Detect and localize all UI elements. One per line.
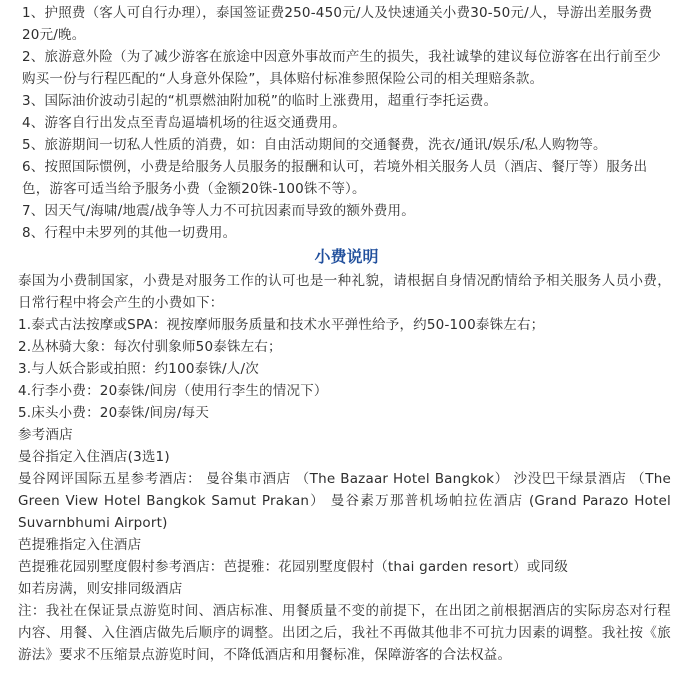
tip-item-2: 2.丛林骑大象：每次付驯象师50泰铢左右； [18,339,282,355]
exclusion-item-5: 5、旅游期间一切私人性质的消费，如：自由活动期间的交通餐费，洗衣/通讯/娱乐/私人购物等。 [22,137,607,153]
bangkok-hotel-heading: 曼谷指定入住酒店(3选1) [18,449,170,465]
bangkok-hotels: 曼谷网评国际五星参考酒店： 曼谷集市酒店 （The Bazaar Hotel Bangkok） 沙没巴干绿景酒店 （The Green View Hotel Bangkok Samut Prakan） 曼谷素万那普机场帕拉佐酒店 (Grand Parazo Hotel Suvarnbhumi Airport) [18,471,671,531]
tip-intro: 泰国为小费制国家，小费是对服务工作的认可也是一种礼貌，请根据自身情况酌情给予相关服务人员小费，日常行程中将会产生的小费如下： [18,273,671,311]
exclusion-item-3: 3、国际油价波动引起的“机票燃油附加税”的临时上涨费用，超重行李托运费。 [22,93,498,109]
tip-item-4: 4.行李小费：20泰铢/间房（使用行李生的情况下） [18,383,328,399]
pattaya-hotel-heading: 芭提雅指定入住酒店 [18,537,142,553]
fee-exclusions-list [22,2,671,244]
tip-item-3: 3.与人妖合影或拍照：约100泰铢/人/次 [18,361,259,377]
exclusion-item-7: 7、因天气/海啸/地震/战争等人力不可抗因素而导致的额外费用。 [22,203,415,219]
adjustment-note: 注：我社在保证景点游览时间、酒店标准、用餐质量不变的前提下，在出团之前根据酒店的实际房态对行程内容、用餐、入住酒店做先后顺序的调整。出团之后，我社不再做其他非不可抗力因素的调整。我社按《旅游法》要求不压缩景点游览时间，不降低酒店和用餐标准，保障游客的合法权益。 [18,603,671,663]
hotel-heading: 参考酒店 [18,427,73,443]
pattaya-hotels: 芭提雅花园别墅度假村参考酒店：芭提雅：花园别墅度假村（thai garden resort）或同级 [18,559,569,575]
tip-section [18,270,671,666]
exclusion-item-6: 6、按照国际惯例，小费是给服务人员服务的报酬和认可，若境外相关服务人员（酒店、餐厅等）服务出色，游客可适当给予服务小费（金额20铢-100铢不等）。 [22,159,648,197]
tip-item-1: 1.泰式古法按摩或SPA：视按摩师服务质量和技术水平弹性给予，约50-100泰铢左右； [18,317,545,333]
exclusion-item-4: 4、游客自行出发点至青岛逼墙机场的往返交通费用。 [22,115,346,131]
tip-item-5: 5.床头小费：20泰铢/间房/每天 [18,405,210,421]
exclusion-item-1: 1、护照费（客人可自行办理），泰国签证费250-450元/人及快速通关小费30-50元/人，导游出差服务费20元/晚。 [22,5,653,43]
tip-section-title: 小费说明 [314,247,379,266]
exclusion-item-8: 8、行程中未罗列的其他一切费用。 [22,225,237,241]
exclusion-item-2: 2、旅游意外险（为了减少游客在旅途中因意外事故而产生的损失，我社诚挚的建议每位游客在出行前至少购买一份与行程匹配的“人身意外保险”，具体赔付标准参照保险公司的相关理赔条款。 [22,49,661,87]
full-house-note: 如若房满，则安排同级酒店 [18,581,183,597]
